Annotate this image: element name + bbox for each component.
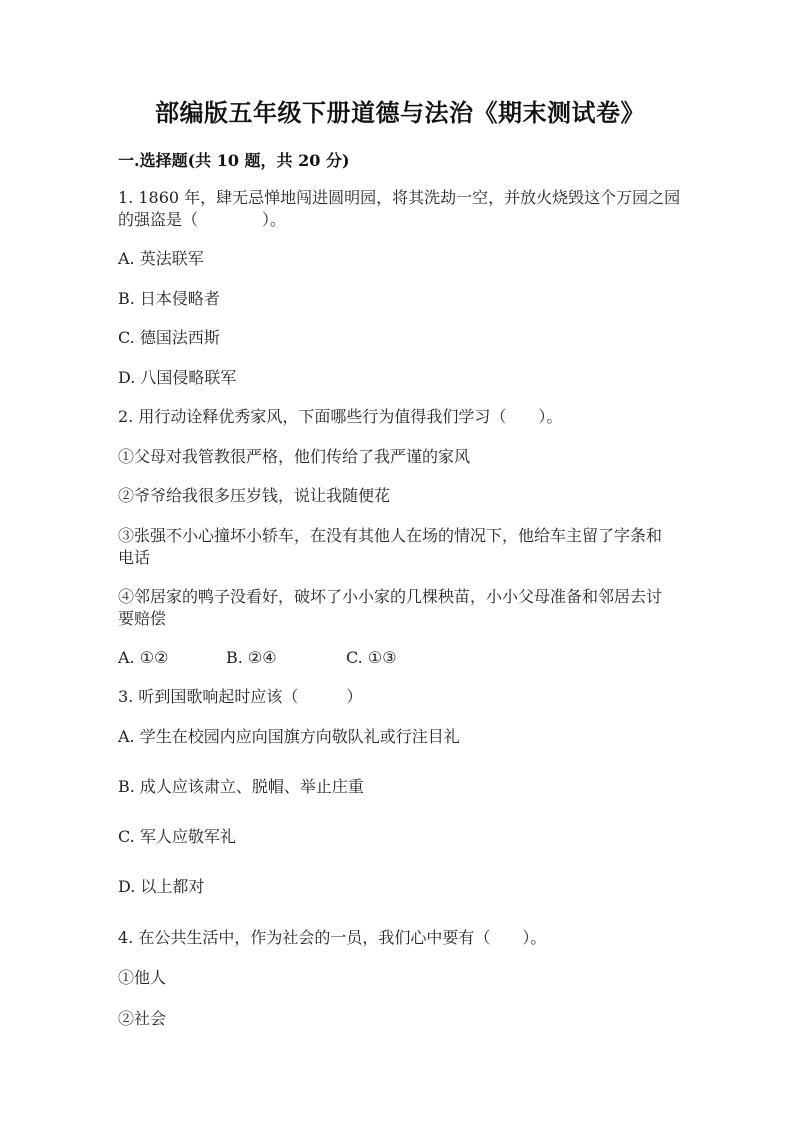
question-4-statement-1: ①他人: [118, 968, 167, 987]
question-3-option-d: D. 以上都对: [118, 877, 205, 896]
question-1-option-c: C. 德国法西斯: [118, 328, 220, 347]
question-2-option-a: A. ①②: [118, 648, 169, 667]
question-4-statement-2: ②社会: [118, 1009, 167, 1028]
question-1-stem-line-2: 的强盗是（ ）。: [118, 210, 287, 229]
question-3-option-a: A. 学生在校园内应向国旗方向敬队礼或行注目礼: [118, 727, 460, 746]
question-2-statement-2: ②爷爷给我很多压岁钱，说让我随便花: [118, 486, 391, 505]
question-2-option-c: C. ①③: [346, 648, 397, 667]
question-1-option-d: D. 八国侵略联军: [118, 368, 237, 387]
question-1-stem-line-1: 1. 1860 年，肆无忌惮地闯进圆明园，将其洗劫一空，并放火烧毁这个万园之园: [118, 188, 681, 207]
question-3-stem: 3. 听到国歌响起时应该（ ）: [118, 687, 363, 706]
question-2-statement-4-line-2: 要赔偿: [118, 609, 167, 628]
question-1-option-b: B. 日本侵略者: [118, 289, 220, 308]
question-2-statement-4-line-1: ④邻居家的鸭子没看好，破坏了小小家的几棵秧苗，小小父母准备和邻居去讨: [118, 587, 663, 606]
section-heading: 一.选择题(共 10 题，共 20 分): [118, 151, 350, 170]
question-2-statement-1: ①父母对我管教很严格，他们传给了我严谨的家风: [118, 447, 471, 466]
question-2-stem: 2. 用行动诠释优秀家风，下面哪些行为值得我们学习（ ）。: [118, 407, 563, 426]
question-2-statement-3-line-2: 电话: [118, 548, 151, 567]
question-1-option-a: A. 英法联军: [118, 249, 204, 268]
question-3-option-c: C. 军人应敬军礼: [118, 827, 236, 846]
question-2-option-b: B. ②④: [226, 648, 277, 667]
page-title: 部编版五年级下册道德与法治《期末测试卷》: [155, 98, 645, 127]
question-2-statement-3-line-1: ③张强不小心撞坏小轿车，在没有其他人在场的情况下，他给车主留了字条和: [118, 526, 663, 545]
question-3-option-b: B. 成人应该肃立、脱帽、举止庄重: [118, 777, 364, 796]
question-4-stem: 4. 在公共生活中，作为社会的一员，我们心中要有（ ）。: [118, 928, 547, 947]
